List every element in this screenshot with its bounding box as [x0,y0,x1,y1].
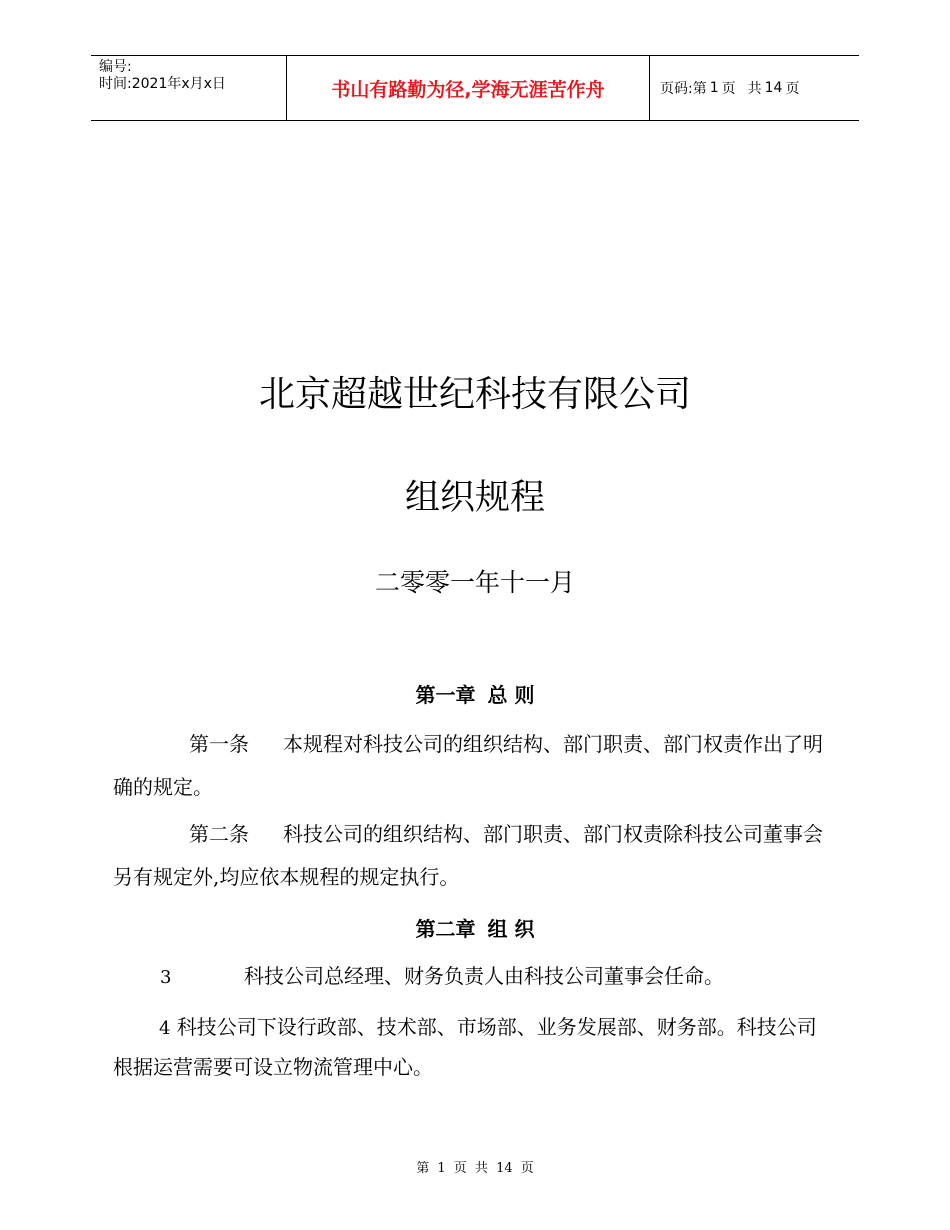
serial-label: 编号: [99,59,132,75]
page-footer [0,1157,950,1176]
article-text: 科技公司总经理、财务负责人由科技公司董事会任命。 [244,964,724,988]
header-meta [91,56,287,120]
total-label: 共 [747,81,762,97]
chapter-heading [0,913,950,942]
article-paragraph [113,813,833,899]
footer-suffix: 页 [520,1161,534,1176]
document-date: 二零零一年十一月 [374,568,575,597]
company-name: 北京超越世纪科技有限公司 [258,374,691,415]
page-number: 1 [709,80,719,96]
article-text: 科技公司下设行政部、技术部、市场部、业务发展部、财务部。科技公司根据运营需要可设立物流管理中心。 [113,1015,817,1079]
total-number: 14 [764,80,783,96]
article-number: 3 [160,967,172,988]
total-unit: 页 [785,81,800,97]
footer-mid: 页 共 [453,1161,488,1176]
header-page-info [650,56,859,120]
document-title: 组织规程 [404,478,545,518]
article-text: 本规程对科技公司的组织结构、部门职责、部门权责作出了明确的规定。 [113,732,823,799]
page-unit: 页 [721,81,736,97]
chapter-name: 组 织 [487,917,535,941]
article-paragraph [113,723,833,809]
chapter-number: 第一章 [415,683,476,707]
chapter-name: 总 则 [487,683,535,707]
page-header [91,55,859,121]
time-label: 时间:2021年x月x日 [99,76,226,92]
article-label: 第一条 [189,732,249,756]
chapter-heading [0,679,950,708]
article-label: 第二条 [189,822,249,846]
article-paragraph [113,1008,833,1086]
article-text: 科技公司的组织结构、部门职责、部门权责除科技公司董事会另有规定外,均应依本规程的规定执行。 [113,822,823,889]
article-number: 4 [159,1018,171,1039]
footer-prefix: 第 [416,1161,430,1176]
chapter-number: 第二章 [415,917,476,941]
footer-total-number: 14 [496,1161,513,1176]
header-motto: 书山有路勤为径,学海无涯苦作舟 [287,56,650,120]
article-paragraph [160,960,724,989]
page-label: 页码:第 [660,81,707,97]
footer-page-number: 1 [437,1161,446,1176]
